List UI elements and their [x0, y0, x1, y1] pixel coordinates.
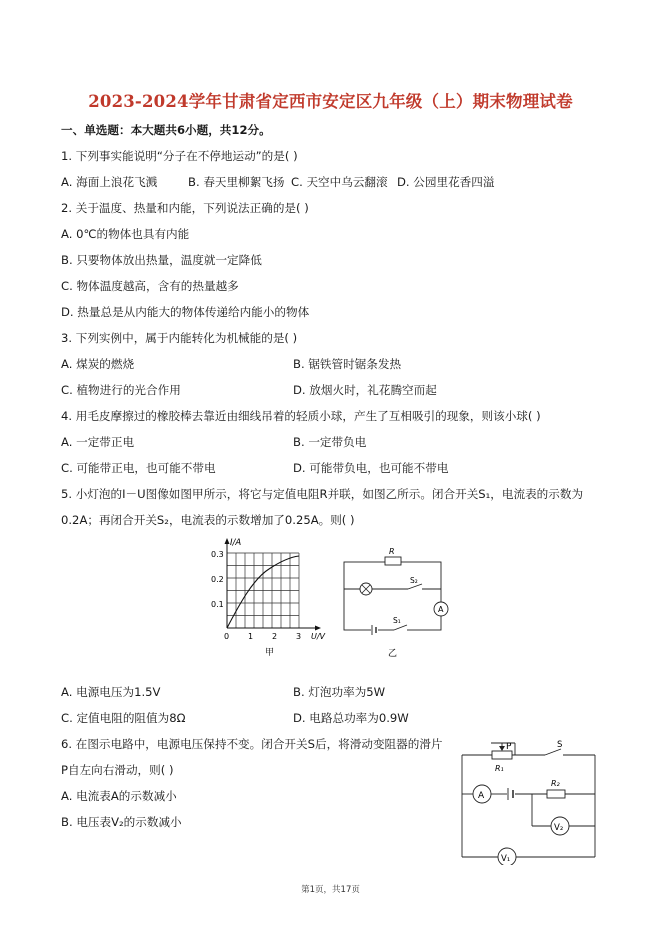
ammeter-label: A	[478, 791, 485, 801]
y-tick-0.1: 0.1	[211, 600, 224, 609]
resistor-r2-label: R₂	[551, 779, 560, 788]
y-tick-0.3: 0.3	[211, 550, 224, 559]
q5-option-a: A. 电源电压为1.5V	[61, 685, 161, 699]
x-tick-0: 0	[224, 632, 230, 641]
y-axis-arrow	[225, 538, 230, 544]
q6-option-a: A. 电流表A的示数减小	[61, 789, 177, 803]
question-6-stem-line1: 6. 在图示电路中，电源电压保持不变。闭合开关S后，将滑动变阻器的滑片	[61, 737, 443, 751]
resistor-r	[385, 557, 401, 565]
question-6-stem-line2: P自左向右滑动，则( )	[61, 763, 174, 777]
question-2-stem: 2. 关于温度、热量和内能，下列说法正确的是( )	[61, 201, 309, 215]
rheostat-circuit	[455, 735, 615, 865]
q4-option-d: D. 可能带负电，也可能不带电	[293, 461, 449, 475]
resistor-r2	[547, 790, 565, 798]
x-axis-label: U/V	[311, 632, 326, 641]
exam-title: 2023-2024学年甘肃省定西市安定区九年级（上）期末物理试卷	[88, 92, 573, 111]
q3-option-b: B. 锯铁管时锯条发热	[293, 357, 402, 371]
q1-option-c: C. 天空中乌云翻滚	[291, 175, 388, 189]
y-tick-0.2: 0.2	[211, 575, 224, 584]
switch-s2-label: S₂	[410, 576, 418, 585]
question-5-stem-line2: 0.2A；再闭合开关S₂，电流表的示数增加了0.25A。则( )	[61, 513, 355, 527]
switch-s-label: S	[557, 740, 563, 750]
iu-graph	[205, 535, 335, 660]
x-axis-arrow	[315, 626, 321, 631]
q2-option-c: C. 物体温度越高，含有的热量越多	[61, 279, 239, 293]
q4-option-c: C. 可能带正电，也可能不带电	[61, 461, 216, 475]
q2-option-d: D. 热量总是从内能大的物体传递给内能小的物体	[61, 305, 310, 319]
q1-option-b: B. 春天里柳絮飞扬	[188, 175, 285, 189]
q2-option-a: A. 0℃的物体也具有内能	[61, 227, 190, 241]
resistor-r-label: R	[389, 547, 395, 556]
q5-option-b: B. 灯泡功率为5W	[293, 685, 386, 699]
question-3-stem: 3. 下列实例中，属于内能转化为机械能的是( )	[61, 331, 298, 345]
q5-option-d: D. 电路总功率为0.9W	[293, 711, 409, 725]
page-footer: 第1页，共17页	[301, 885, 360, 895]
switch-s1-label: S₁	[393, 616, 401, 625]
ammeter-label: A	[438, 605, 444, 614]
q6-option-b: B. 电压表V₂的示数减小	[61, 815, 182, 829]
q1-option-a: A. 海面上浪花飞溅	[61, 175, 158, 189]
question-1-stem: 1. 下列事实能说明“分子在不停地运动”的是( )	[61, 149, 298, 163]
q4-option-b: B. 一定带负电	[293, 435, 367, 449]
parallel-circuit	[338, 540, 450, 660]
question-4-stem: 4. 用毛皮摩擦过的橡胶棒去靠近由细线吊着的轻质小球，产生了互相吸引的现象，则该小球( )	[61, 409, 541, 423]
circuit-caption: 乙	[388, 649, 398, 659]
question-5-stem-line1: 5. 小灯泡的I－U图像如图甲所示，将它与定值电阻R并联，如图乙所示。闭合开关S₁，电流表的示数为	[61, 487, 584, 501]
q3-option-c: C. 植物进行的光合作用	[61, 383, 181, 397]
y-axis-label: I/A	[230, 538, 242, 548]
rheostat-r1	[492, 751, 512, 759]
q3-option-d: D. 放烟火时，礼花腾空而起	[293, 383, 437, 397]
x-tick-2: 2	[272, 632, 278, 641]
section-heading: 一、单选题：本大题共6小题，共12分。	[61, 123, 271, 137]
x-tick-3: 3	[296, 632, 302, 641]
q1-option-d: D. 公园里花香四溢	[397, 175, 495, 189]
slider-arrow	[499, 746, 505, 751]
graph-caption: 甲	[265, 648, 275, 658]
slider-p-label: P	[506, 742, 512, 752]
voltmeter-v1-label: V₁	[501, 854, 511, 864]
x-tick-1: 1	[248, 632, 254, 641]
voltmeter-v2-label: V₂	[554, 823, 564, 833]
q4-option-a: A. 一定带正电	[61, 435, 135, 449]
rheostat-r1-label: R₁	[495, 764, 504, 773]
q3-option-a: A. 煤炭的燃烧	[61, 357, 135, 371]
q2-option-b: B. 只要物体放出热量，温度就一定降低	[61, 253, 262, 267]
q5-option-c: C. 定值电阻的阻值为8Ω	[61, 711, 186, 725]
